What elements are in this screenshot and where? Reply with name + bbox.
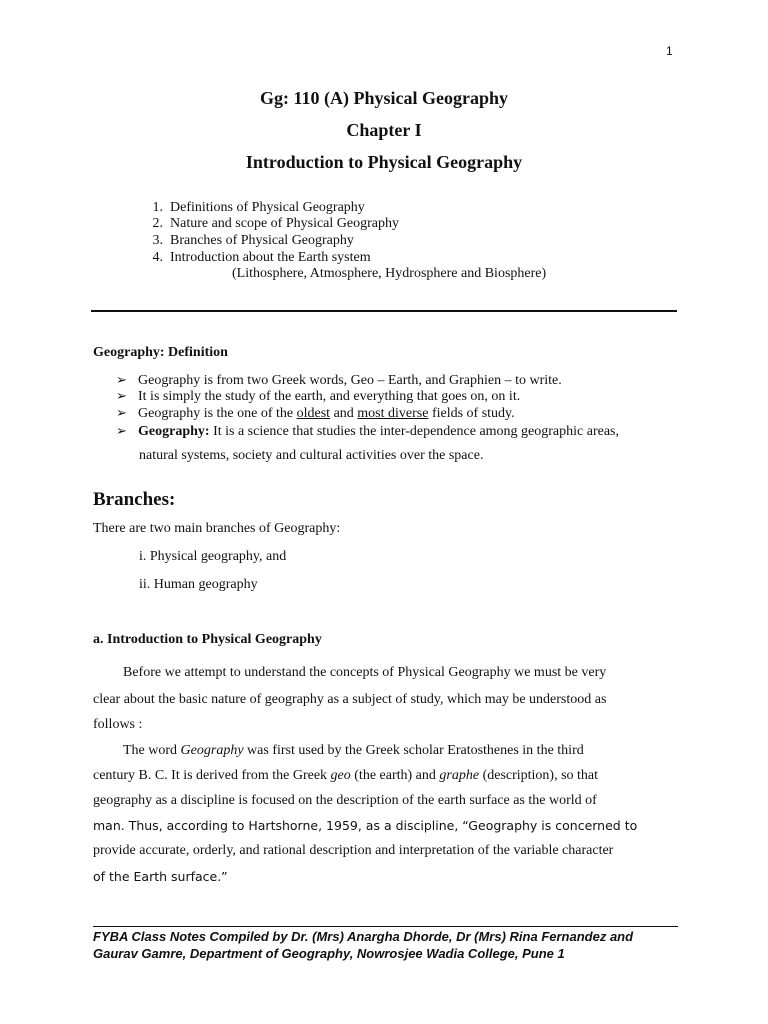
paragraph-line: clear about the basic nature of geography as a subject of study, which may be understood as xyxy=(93,692,607,707)
arrow-bullet-icon: ➢ xyxy=(116,372,127,387)
branches-heading: Branches: xyxy=(93,489,176,510)
bullet-continuation: natural systems, society and cultural activities over the space. xyxy=(139,448,484,463)
toc-item: 1. Definitions of Physical Geography xyxy=(152,200,365,215)
paragraph-line: provide accurate, orderly, and rational description and interpretation of the variable character xyxy=(93,843,614,858)
toc-item: 3. Branches of Physical Geography xyxy=(152,233,354,248)
paragraph-line: The word Geography was first used by the Greek scholar Eratosthenes in the third xyxy=(123,743,584,758)
toc-subitem: (Lithosphere, Atmosphere, Hydrosphere and Biosphere) xyxy=(232,266,547,281)
paragraph-line: man. Thus, according to Hartshorne, 1959, as a discipline, “Geography is concerned to xyxy=(93,818,638,833)
footer-line: Gaurav Gamre, Department of Geography, Nowrosjee Wadia College, Pune 1 xyxy=(93,946,565,961)
section-divider xyxy=(91,310,677,312)
definition-heading: Geography: Definition xyxy=(93,345,228,360)
bullet-item: ➢ Geography is from two Greek words, Geo – Earth, and Graphien – to write. xyxy=(116,372,562,388)
arrow-bullet-icon: ➢ xyxy=(116,423,127,438)
toc-item: 2. Nature and scope of Physical Geography xyxy=(152,216,399,231)
paragraph-line: follows : xyxy=(93,717,143,732)
footer-line: FYBA Class Notes Compiled by Dr. (Mrs) Anargha Dhorde, Dr (Mrs) Rina Fernandez and xyxy=(93,929,634,944)
branch-item: ii. Human geography xyxy=(139,577,258,592)
footer-divider xyxy=(93,926,678,927)
arrow-bullet-icon: ➢ xyxy=(116,388,127,403)
paragraph-line: century B. C. It is derived from the Greek geo (the earth) and graphe (description), so that xyxy=(93,768,599,783)
branch-item: i. Physical geography, and xyxy=(139,549,287,564)
bullet-item: ➢ Geography: It is a science that studies the inter-dependence among geographic areas, xyxy=(116,423,620,439)
intro-heading: a. Introduction to Physical Geography xyxy=(93,632,322,647)
paragraph-line: geography as a discipline is focused on the description of the earth surface as the world of xyxy=(93,793,597,808)
chapter-title: Introduction to Physical Geography xyxy=(245,152,523,172)
toc-item: 4. Introduction about the Earth system xyxy=(152,250,371,265)
paragraph-line: Before we attempt to understand the concepts of Physical Geography we must be very xyxy=(123,665,607,680)
page-number: 1 xyxy=(666,44,673,58)
course-title: Gg: 110 (A) Physical Geography xyxy=(260,88,508,108)
chapter-label: Chapter I xyxy=(346,120,422,140)
arrow-bullet-icon: ➢ xyxy=(116,405,127,420)
bullet-item: ➢ Geography is the one of the oldest and most diverse fields of study. xyxy=(116,405,515,421)
branches-intro: There are two main branches of Geography: xyxy=(93,521,341,536)
bullet-item: ➢ It is simply the study of the earth, and everything that goes on, on it. xyxy=(116,388,521,404)
paragraph-line: of the Earth surface.” xyxy=(93,869,228,884)
